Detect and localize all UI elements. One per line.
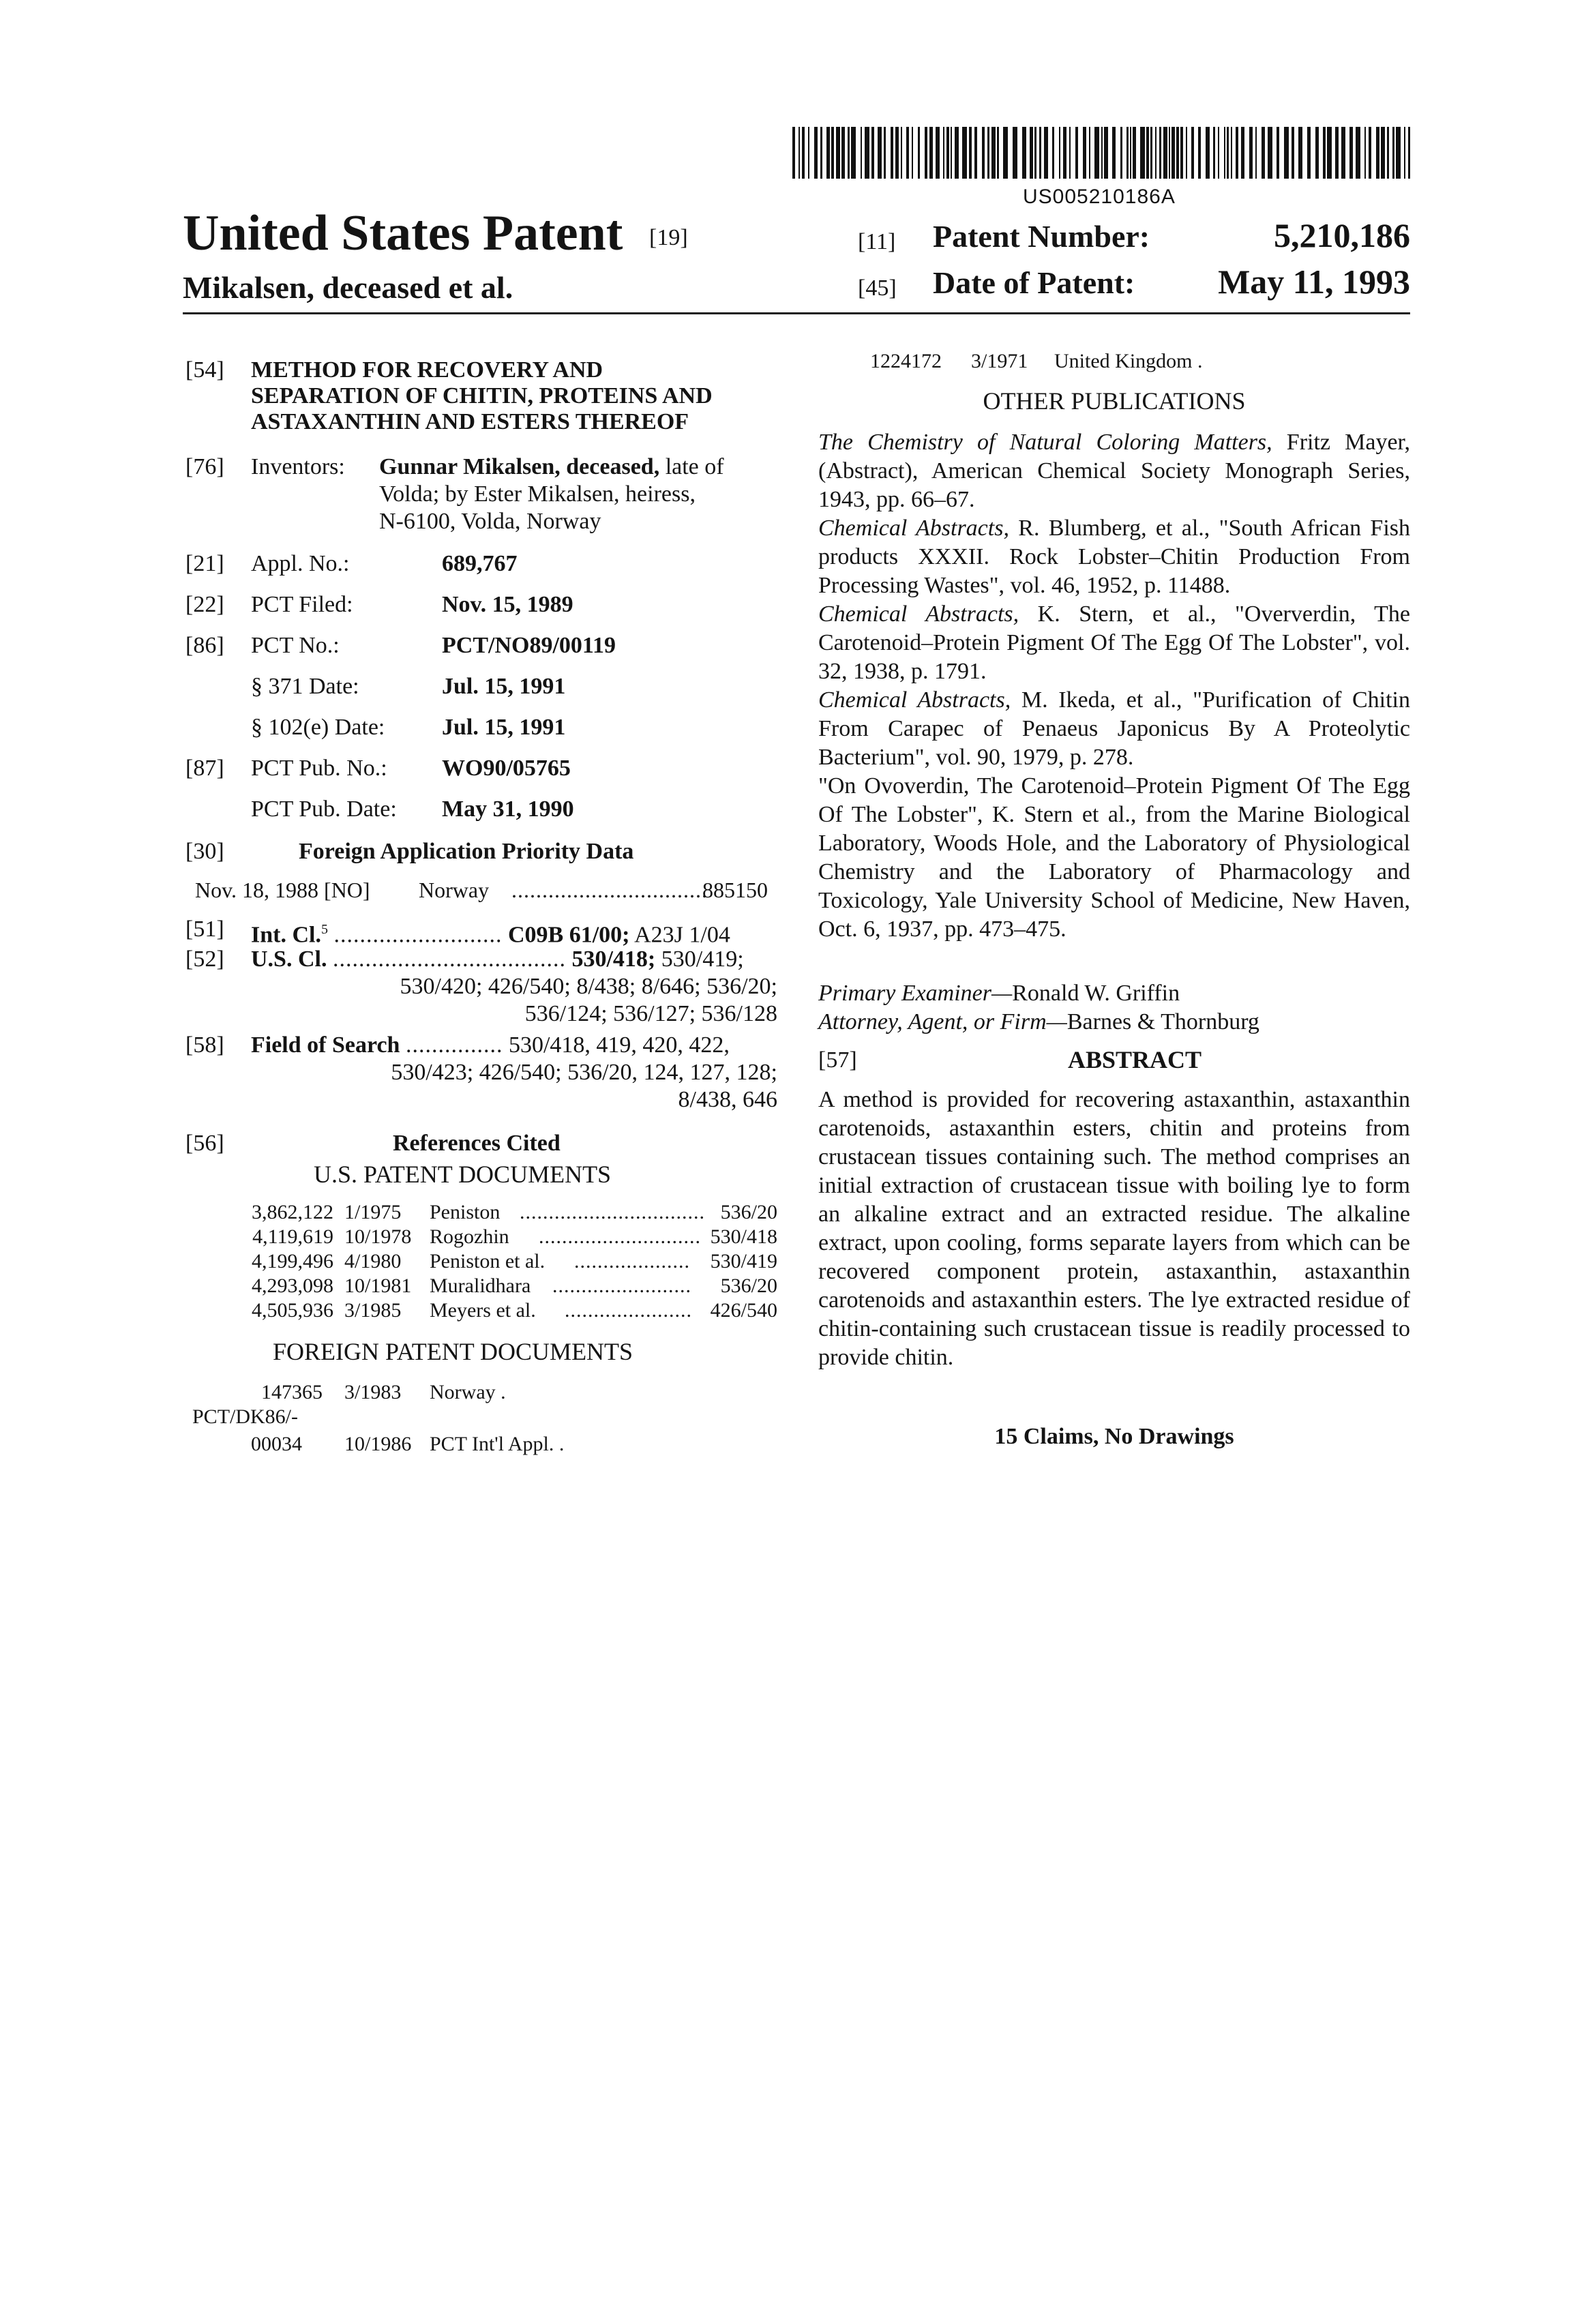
barcode-bar: [1112, 127, 1116, 179]
abstract-heading: ABSTRACT: [1068, 1045, 1202, 1075]
s102-value: Jul. 15, 1991: [442, 713, 565, 742]
authors: Mikalsen, deceased et al.: [183, 269, 513, 306]
barcode-bar: [1268, 127, 1272, 179]
barcode-bar: [1315, 127, 1319, 179]
barcode-bar: [1069, 127, 1071, 179]
ref-date: 10/1978: [344, 1222, 411, 1252]
barcode-bar: [1059, 127, 1060, 179]
inventor-residence: late of: [666, 454, 724, 479]
barcode-bar: [792, 127, 795, 179]
attorney-label: Attorney, Agent, or Firm—: [818, 1009, 1067, 1034]
field-continued: 8/438, 646: [300, 1086, 777, 1114]
priority-leader: ................................: [511, 876, 708, 904]
title-code: [54]: [185, 356, 224, 385]
barcode-bar: [997, 127, 999, 179]
barcode-bar: [1335, 127, 1339, 179]
barcode-bar: [861, 127, 862, 179]
barcode-bar: [799, 127, 800, 179]
attorney: [818, 1008, 1259, 1037]
ref-number: 4,505,936: [235, 1296, 333, 1326]
barcode-bar: [974, 127, 977, 179]
priority-number: 885150: [702, 876, 768, 904]
barcode-bar: [1034, 127, 1036, 179]
barcode-bar: [1140, 127, 1145, 179]
date-of-patent: May 11, 1993: [1159, 262, 1410, 301]
other-publication: [818, 514, 1410, 600]
ref-name: Muralidhara: [430, 1271, 531, 1301]
barcode-bar: [1039, 127, 1041, 179]
uscl-continued: 530/420; 426/540; 8/438; 8/646; 536/20;: [300, 972, 777, 1001]
barcode-bar: [906, 127, 909, 179]
barcode-bar: [951, 127, 952, 179]
barcode-bar: [1369, 127, 1371, 179]
barcode-bar: [1241, 127, 1244, 179]
other-publication: [818, 686, 1410, 772]
s102-label: § 102(e) Date:: [251, 713, 385, 742]
ref-leader: ........................: [552, 1271, 691, 1301]
intcl-leader: ..........................: [333, 922, 502, 947]
pct-no-value: PCT/NO89/00119: [442, 631, 616, 660]
barcode-bar: [1327, 127, 1332, 179]
barcode-bar: [1292, 127, 1294, 179]
barcode-bar: [841, 127, 845, 179]
inventors-label: Inventors:: [251, 453, 345, 481]
barcode-bar: [814, 127, 818, 179]
intcl-line: [251, 915, 730, 949]
uscl-leader: ....................................: [333, 947, 566, 972]
pct-filed-value: Nov. 15, 1989: [442, 591, 573, 619]
ref-date: 4/1980: [344, 1247, 401, 1277]
barcode-bar: [865, 127, 869, 179]
barcode-bar: [1176, 127, 1179, 179]
patent-office-title: United States Patent: [183, 205, 623, 262]
barcode-bar: [991, 127, 996, 179]
publication-details: R. Blumberg, et al., "South African Fish products XXXII. Rock Lobster–Chitin Production From Processing Wastes", vol. 46, 1952, p. 11488.: [818, 516, 1410, 598]
barcode-bar: [962, 127, 967, 179]
barcode-bar: [1171, 127, 1175, 179]
barcode-bar: [1364, 127, 1366, 179]
barcode-bar: [1376, 127, 1379, 179]
ref-name: Rogozhin: [430, 1222, 509, 1252]
us-docs-heading: U.S. PATENT DOCUMENTS: [314, 1159, 611, 1189]
publication-source: The Chemistry of Natural Coloring Matters,: [818, 430, 1272, 455]
barcode-bar: [1218, 127, 1219, 179]
ref-leader: ............................: [539, 1222, 701, 1252]
ref-class: 536/20: [675, 1197, 777, 1227]
priority-date: Nov. 18, 1988 [NO]: [195, 876, 370, 904]
attorney-name: Barnes & Thornburg: [1067, 1009, 1259, 1034]
barcode-bar: [1089, 127, 1090, 179]
barcode-bar: [1392, 127, 1394, 179]
barcode-bar: [1101, 127, 1103, 179]
header-rule: [183, 312, 1410, 314]
refs-heading: References Cited: [393, 1129, 561, 1158]
date-of-patent-label: Date of Patent:: [933, 265, 1135, 301]
pct-filed-code: [22]: [185, 591, 224, 619]
barcode-bar: [1094, 127, 1099, 179]
barcode-bar: [1052, 127, 1054, 179]
foreign-docs-heading: FOREIGN PATENT DOCUMENTS: [273, 1337, 633, 1367]
barcode-bar: [848, 127, 850, 179]
appl-value: 689,767: [442, 550, 518, 578]
pub-no-value: WO90/05765: [442, 754, 571, 783]
gb-ref-date: 3/1971: [971, 346, 1028, 376]
barcode-bar: [1003, 127, 1008, 179]
barcode-bar: [1030, 127, 1033, 179]
intcl-primary: C09B 61/00;: [508, 922, 630, 947]
barcode-bar: [1186, 127, 1187, 179]
barcode: [792, 127, 1413, 179]
abstract-code: [57]: [818, 1046, 857, 1075]
barcode-bar: [1130, 127, 1131, 179]
barcode-bar: [802, 127, 805, 179]
ref-number: 4,293,098: [235, 1271, 333, 1301]
barcode-bar: [912, 127, 913, 179]
pct-filed-label: PCT Filed:: [251, 591, 353, 619]
pub-no-label: PCT Pub. No.:: [251, 754, 387, 783]
barcode-bar: [943, 127, 944, 179]
appl-code: [21]: [185, 550, 224, 578]
barcode-bar: [969, 127, 972, 179]
publication-details: Fritz Mayer, (Abstract), American Chemical Society Monograph Series, 1943, pp. 66–67.: [818, 430, 1410, 512]
barcode-bar: [1146, 127, 1149, 179]
foreign-ref-name: PCT Int'l Appl. .: [430, 1429, 564, 1459]
barcode-bar: [1307, 127, 1311, 179]
pct-no-label: PCT No.:: [251, 631, 340, 660]
barcode-bar: [878, 127, 882, 179]
field-label: Field of Search: [251, 1032, 400, 1058]
patent-number-label: Patent Number:: [933, 218, 1150, 254]
barcode-bar: [884, 127, 886, 179]
barcode-bar: [1191, 127, 1194, 179]
barcode-bar: [1104, 127, 1108, 179]
foreign-ref-date: 3/1983: [344, 1377, 401, 1407]
barcode-bar: [1227, 127, 1229, 179]
publication-source: Chemical Abstracts,: [818, 601, 1019, 627]
barcode-bar: [836, 127, 840, 179]
s371-label: § 371 Date:: [251, 672, 359, 701]
uscl-line: [251, 945, 744, 974]
ref-date: 10/1981: [344, 1271, 411, 1301]
barcode-bar: [1083, 127, 1086, 179]
abstract-text: A method is provided for recovering astaxanthin, astaxanthin carotenoids, astaxanthin esters, chitin and proteins from crustacean tissues containing such. The method comprises an initial extraction of crustacean tissue with boiling lye to form an alkaline extract and an extracted residue. The alkaline extract, upon cooling, forms separate layers from which can be recovered component protein, astaxanthin, astaxanthin carotenoids and astaxanthin esters. The lye extracted residue of chitin-containing such crustacean tissue is readily processed to provide chitin.: [818, 1086, 1410, 1372]
barcode-bar: [1224, 127, 1225, 179]
priority-country: Norway: [419, 876, 489, 904]
uscl-code: [52]: [185, 945, 224, 974]
field-code: [58]: [185, 1031, 224, 1060]
inventors-line: [379, 453, 724, 481]
ref-name: Peniston: [430, 1197, 500, 1227]
inventors-line: Volda; by Ester Mikalsen, heiress,: [379, 480, 696, 509]
publication-details: M. Ikeda, et al., "Purification of Chitin From Carapec of Penaeus Japonicus By A Proteolytic Bacterium", vol. 90, 1979, p. 278.: [818, 687, 1410, 770]
barcode-bar: [1277, 127, 1279, 179]
barcode-bar: [901, 127, 902, 179]
barcode-bar: [851, 127, 856, 179]
barcode-bar: [1396, 127, 1401, 179]
pub-date-label: PCT Pub. Date:: [251, 795, 397, 824]
field-leader: ...............: [406, 1032, 503, 1058]
barcode-bar: [1044, 127, 1048, 179]
ref-number: 4,199,496: [235, 1247, 333, 1277]
barcode-bar: [1213, 127, 1215, 179]
barcode-bar: [987, 127, 989, 179]
barcode-bar: [1163, 127, 1167, 179]
examiner-label: Primary Examiner—: [818, 981, 1012, 1006]
barcode-bar: [946, 127, 949, 179]
inventors-code: [76]: [185, 453, 224, 481]
field-line: [251, 1031, 730, 1060]
foreign-ref-number: 147365: [261, 1377, 323, 1407]
pub-date-value: May 31, 1990: [442, 795, 574, 824]
barcode-bar: [831, 127, 834, 179]
barcode-bar: [925, 127, 927, 179]
appl-label: Appl. No.:: [251, 550, 350, 578]
barcode-bar: [1262, 127, 1265, 179]
patent-number-code: [11]: [858, 229, 895, 255]
foreign-ref-number: 00034: [251, 1429, 302, 1459]
barcode-bar: [1323, 127, 1326, 179]
other-publication: [818, 428, 1410, 514]
barcode-bar: [820, 127, 822, 179]
barcode-bar: [1169, 127, 1170, 179]
barcode-bar: [871, 127, 874, 179]
ref-leader: ......................: [565, 1296, 692, 1326]
barcode-bar: [1013, 127, 1017, 179]
uscl-label: U.S. Cl.: [251, 947, 327, 972]
claims-summary: 15 Claims, No Drawings: [818, 1422, 1410, 1451]
barcode-bar: [1381, 127, 1385, 179]
foreign-ref-number: PCT/DK86/-: [192, 1402, 298, 1432]
barcode-bar: [955, 127, 959, 179]
intcl-secondary: A23J 1/04: [634, 922, 730, 947]
barcode-bar: [895, 127, 899, 179]
ref-class: 426/540: [675, 1296, 777, 1326]
date-code: [45]: [858, 275, 897, 301]
gb-ref-name: United Kingdom .: [1054, 346, 1203, 376]
publication-details: K. Stern, et al., "Oververdin, The Carotenoid–Protein Pigment Of The Egg Of The Lobster", vol. 32, 1938, p. 1791.: [818, 601, 1410, 684]
s371-value: Jul. 15, 1991: [442, 672, 565, 701]
ref-number: 4,119,619: [235, 1222, 333, 1252]
barcode-bar: [1159, 127, 1161, 179]
barcode-bar: [1341, 127, 1345, 179]
publication-source: Chemical Abstracts,: [818, 687, 1011, 713]
primary-examiner: [818, 979, 1180, 1008]
barcode-bar: [1255, 127, 1257, 179]
barcode-bar: [1198, 127, 1201, 179]
ref-date: 3/1985: [344, 1296, 401, 1326]
pub-no-code: [87]: [185, 754, 224, 783]
ref-class: 530/418: [675, 1222, 777, 1252]
ref-number: 3,862,122: [235, 1197, 333, 1227]
invention-title-line: SEPARATION OF CHITIN, PROTEINS AND: [251, 382, 713, 411]
uscl-secondary: 530/419;: [661, 947, 744, 972]
barcode-bar: [1408, 127, 1410, 179]
ref-class: 530/419: [675, 1247, 777, 1277]
barcode-bar: [936, 127, 940, 179]
pct-no-code: [86]: [185, 631, 224, 660]
foreign-ref-name: Norway .: [430, 1377, 506, 1407]
barcode-bar: [1349, 127, 1353, 179]
invention-title-line: ASTAXANTHIN AND ESTERS THEREOF: [251, 408, 689, 436]
barcode-bar: [1231, 127, 1232, 179]
other-publication: [818, 600, 1410, 686]
other-publications-heading: OTHER PUBLICATIONS: [818, 386, 1410, 416]
foreign-ref-date: 10/1986: [344, 1429, 411, 1459]
field-continued: 530/423; 426/540; 536/20, 124, 127, 128;: [300, 1058, 777, 1087]
gb-ref-number: 1224172: [870, 346, 942, 376]
barcode-bar: [1126, 127, 1129, 179]
examiner-name: Ronald W. Griffin: [1012, 981, 1180, 1006]
barcode-bar: [918, 127, 920, 179]
ref-leader: ....................: [574, 1247, 690, 1277]
intcl-label: Int. Cl.: [251, 922, 321, 947]
barcode-bar: [1356, 127, 1360, 179]
intcl-superscript: 5: [321, 922, 328, 937]
barcode-bar: [808, 127, 809, 179]
ref-name: Peniston et al.: [430, 1247, 545, 1277]
barcode-bar: [1249, 127, 1253, 179]
barcode-bar: [1284, 127, 1289, 179]
ref-leader: ................................: [520, 1197, 705, 1227]
priority-code: [30]: [185, 837, 224, 866]
ref-date: 1/1975: [344, 1197, 401, 1227]
barcode-bar: [929, 127, 933, 179]
barcode-number: US005210186A: [1023, 185, 1176, 209]
barcode-bar: [1180, 127, 1183, 179]
barcode-bar: [1155, 127, 1156, 179]
patent-number: 5,210,186: [1159, 215, 1410, 255]
ref-name: Meyers et al.: [430, 1296, 536, 1326]
barcode-bar: [1236, 127, 1238, 179]
inventors-line: N-6100, Volda, Norway: [379, 507, 601, 536]
field-first: 530/418, 419, 420, 422,: [509, 1032, 730, 1058]
barcode-bar: [1150, 127, 1152, 179]
ref-class: 536/20: [675, 1271, 777, 1301]
uscl-primary: 530/418;: [571, 947, 655, 972]
title-inid-code: [19]: [649, 225, 688, 251]
other-publication: "On Ovoverdin, The Carotenoid–Protein Pigment Of The Egg Of The Lobster", K. Stern et al., from the Marine Biological Laboratory, Woods Hole, and the Laboratory of Physiological Chemistry and the Laboratory of Pharmacology and Toxicology, Yale University School of Medicine, New Haven, Oct. 6, 1937, pp. 473–475.: [818, 772, 1410, 944]
uscl-continued: 536/124; 536/127; 536/128: [300, 1000, 777, 1028]
barcode-bar: [1206, 127, 1210, 179]
barcode-bar: [1075, 127, 1078, 179]
intcl-code: [51]: [185, 915, 224, 944]
barcode-bar: [826, 127, 830, 179]
invention-title-line: METHOD FOR RECOVERY AND: [251, 356, 603, 385]
inventor-name: Gunnar Mikalsen, deceased,: [379, 454, 659, 479]
barcode-bar: [1298, 127, 1302, 179]
barcode-bar: [1387, 127, 1389, 179]
publication-source: Chemical Abstracts,: [818, 516, 1009, 541]
refs-code: [56]: [185, 1129, 224, 1158]
barcode-bar: [891, 127, 893, 179]
barcode-bar: [1120, 127, 1122, 179]
barcode-bar: [1063, 127, 1066, 179]
barcode-bar: [982, 127, 985, 179]
barcode-bar: [1404, 127, 1405, 179]
priority-heading: Foreign Application Priority Data: [299, 837, 633, 866]
barcode-bar: [1022, 127, 1026, 179]
barcode-bar: [1133, 127, 1136, 179]
